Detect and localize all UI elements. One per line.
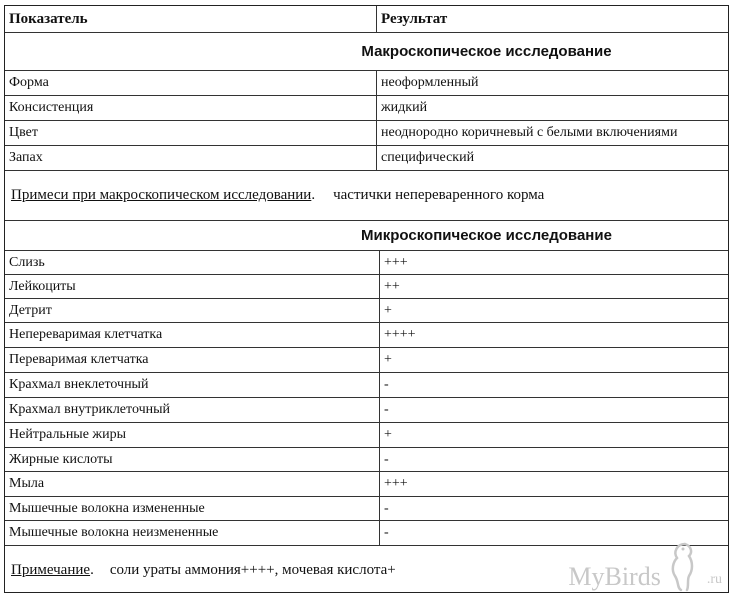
table-row — [5, 299, 728, 323]
row-result: + — [384, 352, 392, 367]
header-result: Результат — [381, 10, 448, 27]
watermark-text: MyBirds — [568, 562, 661, 591]
table-row — [5, 398, 728, 423]
row-indicator: Форма — [5, 71, 377, 95]
row-indicator: Цвет — [5, 121, 377, 145]
macro-section-title — [5, 33, 728, 71]
row-result: - — [384, 451, 389, 467]
watermark-tld: .ru — [706, 572, 722, 587]
row-indicator: Детрит — [5, 299, 380, 322]
row-result: + — [384, 302, 392, 318]
row-result: + — [384, 427, 392, 442]
table-row — [5, 448, 728, 472]
table-row — [5, 146, 728, 171]
row-indicator: Мыла — [5, 472, 380, 496]
table-row — [5, 71, 728, 96]
table-row — [5, 423, 728, 448]
table-row — [5, 497, 728, 521]
table-row — [5, 121, 728, 146]
row-indicator: Переваримая клетчатка — [5, 348, 380, 372]
header-indicator: Показатель — [5, 6, 377, 32]
micro-title-text: Микроскопическое исследование — [361, 227, 612, 244]
row-result: - — [384, 377, 389, 392]
table-row — [5, 472, 728, 497]
impurities-row: Примеси при макроскопическом исследовании . частички непереваренного корма — [5, 171, 728, 221]
table-row — [5, 348, 728, 373]
impurities-label: Примеси при макроскопическом исследовании — [11, 187, 312, 203]
row-result: специфический — [381, 150, 475, 165]
row-result: жидкий — [381, 100, 428, 115]
row-result: - — [384, 525, 389, 540]
row-result: +++ — [384, 476, 408, 491]
row-result: +++ — [384, 254, 408, 270]
table-row — [5, 96, 728, 121]
table-row — [5, 373, 728, 398]
impurities-value: частички непереваренного корма — [333, 187, 545, 203]
micro-section-title — [5, 221, 728, 251]
table-row — [5, 251, 728, 275]
row-indicator: Мышечные волокна измененные — [5, 497, 380, 520]
row-indicator: Слизь — [5, 251, 380, 274]
row-result: ++++ — [384, 327, 416, 342]
row-result: - — [384, 402, 389, 417]
note-label: Примечание — [11, 561, 91, 578]
note-value: соли ураты аммония++++, мочевая кислота+ — [109, 561, 396, 578]
row-indicator: Нейтральные жиры — [5, 423, 380, 447]
table-row — [5, 275, 728, 299]
row-indicator: Крахмал внутриклеточный — [5, 398, 380, 422]
mybirds-watermark — [568, 540, 722, 592]
table-header — [5, 6, 728, 33]
row-indicator: Консистенция — [5, 96, 377, 120]
row-result: неоднородно коричневый с белыми включениями — [381, 125, 678, 140]
row-indicator: Крахмал внеклеточный — [5, 373, 380, 397]
macro-title-text: Макроскопическое исследование — [361, 43, 612, 60]
row-result: неоформленный — [381, 75, 479, 90]
row-indicator: Непереваримая клетчатка — [5, 323, 380, 347]
table-row — [5, 323, 728, 348]
bird-logo-icon — [663, 540, 703, 592]
note-row: Примечание . соли ураты аммония++++, мочевая кислота+ — [11, 561, 396, 578]
row-result: ++ — [384, 278, 400, 294]
row-result: - — [384, 500, 389, 516]
analysis-table — [4, 5, 729, 593]
row-indicator: Запах — [5, 146, 377, 170]
row-indicator: Мышечные волокна неизмененные — [5, 521, 380, 545]
row-indicator: Лейкоциты — [5, 275, 380, 298]
row-indicator: Жирные кислоты — [5, 448, 380, 471]
